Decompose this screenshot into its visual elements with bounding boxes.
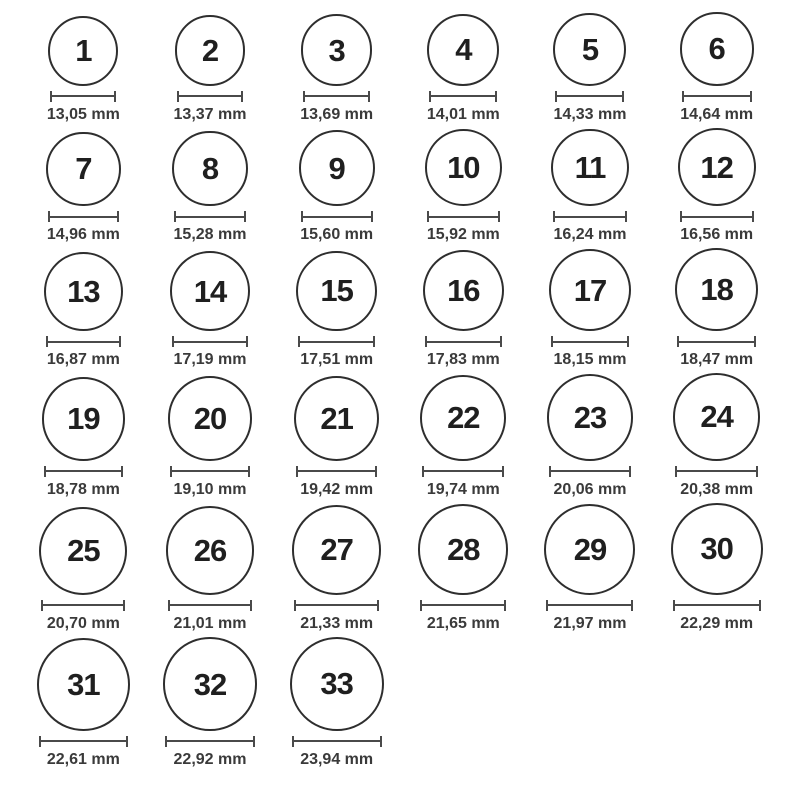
measure-bar [557, 95, 622, 97]
diameter-measure-line [165, 736, 254, 747]
diameter-label: 15,28 mm [173, 226, 247, 244]
ring-circle [37, 638, 130, 731]
diameter-label: 21,01 mm [173, 614, 247, 632]
ring-size-item [300, 14, 373, 124]
measure-bar [431, 95, 495, 97]
measure-bar [48, 341, 119, 343]
ring-circle [678, 128, 756, 206]
ring-size-item [172, 131, 247, 244]
measure-bar [296, 604, 378, 606]
ring-size-number: 5 [581, 31, 599, 67]
diameter-measure-line [427, 211, 500, 222]
diameter-measure-line [46, 336, 121, 347]
measure-bar [170, 604, 251, 606]
ring-circle [294, 376, 379, 461]
ring-circle [420, 375, 506, 461]
ring-size-number: 32 [193, 666, 227, 702]
measure-bar [677, 470, 756, 472]
ring-size-item [47, 16, 120, 124]
ring-size-number: 19 [67, 401, 100, 437]
ring-size-number: 30 [700, 531, 733, 567]
measure-bar [303, 216, 371, 218]
ring-size-item [553, 13, 626, 124]
measure-bar [548, 604, 631, 606]
ring-size-item [170, 251, 250, 369]
diameter-label: 15,92 mm [426, 226, 500, 244]
measure-bar [553, 341, 627, 343]
measure-bar [52, 95, 114, 97]
ring-size-number: 9 [328, 150, 345, 186]
ring-size-number: 16 [447, 273, 480, 308]
diameter-label: 13,69 mm [300, 105, 374, 123]
ring-size-item [174, 15, 247, 124]
ring-circle [553, 13, 626, 86]
diameter-measure-line [422, 466, 504, 477]
measure-bar [422, 604, 504, 606]
ring-size-number: 23 [573, 399, 607, 435]
ring-size-number: 2 [201, 32, 219, 68]
measure-bar [305, 95, 369, 97]
ring-size-number: 10 [447, 150, 480, 186]
diameter-label: 19,42 mm [300, 480, 374, 498]
diameter-measure-line [555, 91, 624, 102]
ring-size-item [168, 376, 252, 498]
diameter-measure-line [673, 600, 761, 611]
measure-bar [172, 470, 248, 472]
ring-size-item [680, 12, 754, 124]
diameter-label: 15,60 mm [300, 226, 374, 244]
diameter-label: 20,06 mm [553, 480, 627, 498]
measure-bar [684, 95, 750, 97]
ring-size-number: 13 [67, 274, 100, 310]
ring-size-item [296, 251, 377, 370]
ring-size-item [39, 507, 127, 633]
diameter-label: 19,10 mm [173, 480, 247, 498]
diameter-measure-line [546, 600, 633, 611]
ring-size-item [544, 504, 635, 633]
ring-circle [166, 506, 255, 595]
ring-circle [544, 504, 635, 595]
diameter-measure-line [172, 336, 248, 347]
diameter-measure-line [301, 211, 373, 222]
diameter-label: 16,24 mm [553, 226, 627, 244]
diameter-label: 13,05 mm [46, 105, 120, 123]
measure-bar [298, 470, 375, 472]
diameter-label: 20,70 mm [46, 614, 120, 632]
ring-size-number: 1 [75, 33, 92, 69]
diameter-measure-line [680, 211, 754, 222]
diameter-measure-line [177, 91, 244, 102]
diameter-measure-line [39, 736, 128, 747]
diameter-label: 16,87 mm [46, 351, 120, 369]
measure-bar [300, 341, 373, 343]
measure-bar [43, 604, 123, 606]
ring-circle [46, 132, 121, 207]
diameter-measure-line [425, 336, 502, 347]
ring-size-item [166, 506, 255, 633]
ring-size-number: 29 [573, 531, 607, 567]
ring-size-item [299, 130, 375, 244]
diameter-measure-line [50, 91, 116, 102]
ring-circle [172, 131, 247, 206]
ring-size-item [37, 638, 130, 769]
ring-size-item [42, 377, 126, 499]
ring-circle [175, 15, 246, 86]
ring-circle [551, 129, 629, 207]
ring-size-item [294, 376, 379, 499]
ring-circle [427, 14, 499, 86]
measure-bar [46, 470, 122, 472]
diameter-label: 14,64 mm [680, 105, 754, 123]
measure-bar [551, 470, 630, 472]
ring-size-number: 15 [320, 273, 353, 309]
ring-size-grid [20, 12, 780, 769]
ring-size-number: 33 [320, 666, 353, 702]
ring-size-number: 17 [573, 272, 607, 308]
diameter-measure-line [298, 336, 375, 347]
measure-bar [424, 470, 502, 472]
ring-size-item [427, 14, 500, 124]
ring-size-number: 26 [193, 532, 227, 568]
ring-circle [299, 130, 375, 206]
diameter-label: 21,97 mm [553, 614, 627, 632]
diameter-label: 18,78 mm [46, 480, 120, 498]
diameter-measure-line [429, 91, 497, 102]
ring-size-number: 8 [201, 151, 219, 187]
diameter-label: 19,74 mm [426, 480, 500, 498]
ring-size-item [675, 248, 758, 369]
ring-circle [673, 373, 760, 460]
ring-circle [44, 252, 123, 331]
ring-size-item [290, 637, 384, 769]
ring-size-item [425, 129, 502, 244]
diameter-measure-line [675, 466, 758, 477]
diameter-label: 22,29 mm [680, 614, 754, 632]
diameter-measure-line [420, 600, 506, 611]
diameter-measure-line [551, 336, 629, 347]
diameter-measure-line [174, 211, 245, 222]
ring-size-item [547, 374, 634, 499]
measure-bar [179, 95, 242, 97]
diameter-label: 16,56 mm [680, 226, 754, 244]
measure-bar [427, 341, 500, 343]
diameter-label: 22,92 mm [173, 750, 247, 768]
ring-size-number: 3 [328, 32, 345, 68]
diameter-label: 14,96 mm [46, 226, 120, 244]
diameter-measure-line [294, 600, 380, 611]
ring-circle [547, 374, 634, 461]
measure-bar [167, 740, 252, 742]
ring-size-number: 31 [67, 666, 100, 702]
ring-size-item [420, 375, 506, 499]
ring-size-number: 28 [447, 531, 480, 567]
ring-size-item [551, 129, 629, 245]
ring-circle [675, 248, 758, 331]
diameter-label: 17,19 mm [173, 351, 247, 369]
ring-size-item [671, 503, 763, 633]
measure-bar [41, 740, 126, 742]
ring-circle [163, 637, 256, 730]
ring-size-item [423, 250, 504, 369]
ring-size-item [46, 132, 121, 245]
ring-size-number: 22 [447, 400, 480, 436]
diameter-label: 14,33 mm [553, 105, 627, 123]
diameter-measure-line [303, 91, 371, 102]
ring-circle [680, 12, 754, 86]
ring-size-item [549, 249, 631, 369]
ring-size-item [418, 504, 508, 632]
ring-circle [425, 129, 502, 206]
ring-circle [42, 377, 126, 461]
ring-size-number: 4 [455, 32, 472, 68]
ring-circle [48, 16, 118, 86]
measure-bar [50, 216, 117, 218]
ring-size-number: 21 [320, 400, 353, 436]
diameter-label: 17,51 mm [300, 351, 374, 369]
measure-bar [679, 341, 754, 343]
ring-circle [290, 637, 384, 731]
ring-circle [170, 251, 250, 331]
ring-size-number: 14 [193, 273, 227, 309]
measure-bar [176, 216, 243, 218]
ring-circle [292, 505, 382, 595]
ring-size-number: 6 [708, 31, 725, 67]
diameter-label: 20,38 mm [680, 480, 754, 498]
ring-size-number: 7 [75, 151, 92, 187]
ring-circle [296, 251, 377, 332]
diameter-label: 22,61 mm [46, 750, 120, 768]
diameter-measure-line [170, 466, 250, 477]
diameter-measure-line [41, 600, 125, 611]
ring-size-number: 20 [193, 400, 227, 436]
diameter-measure-line [168, 600, 253, 611]
measure-bar [555, 216, 625, 218]
ring-size-item [673, 373, 760, 498]
ring-size-item [678, 128, 756, 244]
diameter-label: 23,94 mm [300, 750, 374, 768]
ring-size-item [44, 252, 123, 369]
ring-size-number: 18 [700, 272, 733, 308]
diameter-label: 18,47 mm [680, 351, 754, 369]
measure-bar [675, 604, 759, 606]
diameter-measure-line [677, 336, 756, 347]
ring-size-number: 11 [574, 149, 606, 185]
ring-size-number: 25 [67, 533, 100, 568]
ring-size-number: 12 [700, 149, 733, 185]
ring-size-number: 24 [700, 399, 733, 435]
ring-circle [301, 14, 373, 86]
diameter-measure-line [296, 466, 377, 477]
measure-bar [174, 341, 246, 343]
diameter-measure-line [48, 211, 119, 222]
diameter-measure-line [549, 466, 632, 477]
measure-bar [294, 740, 380, 742]
ring-circle [168, 376, 252, 460]
ring-size-number: 27 [320, 532, 353, 568]
ring-size-item [292, 505, 382, 633]
diameter-label: 18,15 mm [553, 351, 627, 369]
diameter-measure-line [44, 466, 124, 477]
ring-circle [423, 250, 504, 331]
diameter-measure-line [553, 211, 627, 222]
ring-circle [39, 507, 127, 595]
ring-size-item [163, 637, 256, 768]
diameter-measure-line [292, 736, 382, 747]
measure-bar [429, 216, 498, 218]
diameter-label: 21,65 mm [426, 614, 500, 632]
diameter-label: 13,37 mm [173, 105, 247, 123]
measure-bar [682, 216, 752, 218]
diameter-label: 17,83 mm [426, 351, 500, 369]
ring-circle [549, 249, 631, 331]
ring-circle [671, 503, 763, 595]
ring-circle [418, 504, 508, 594]
diameter-measure-line [682, 91, 752, 102]
diameter-label: 14,01 mm [426, 105, 500, 123]
diameter-label: 21,33 mm [300, 614, 374, 632]
